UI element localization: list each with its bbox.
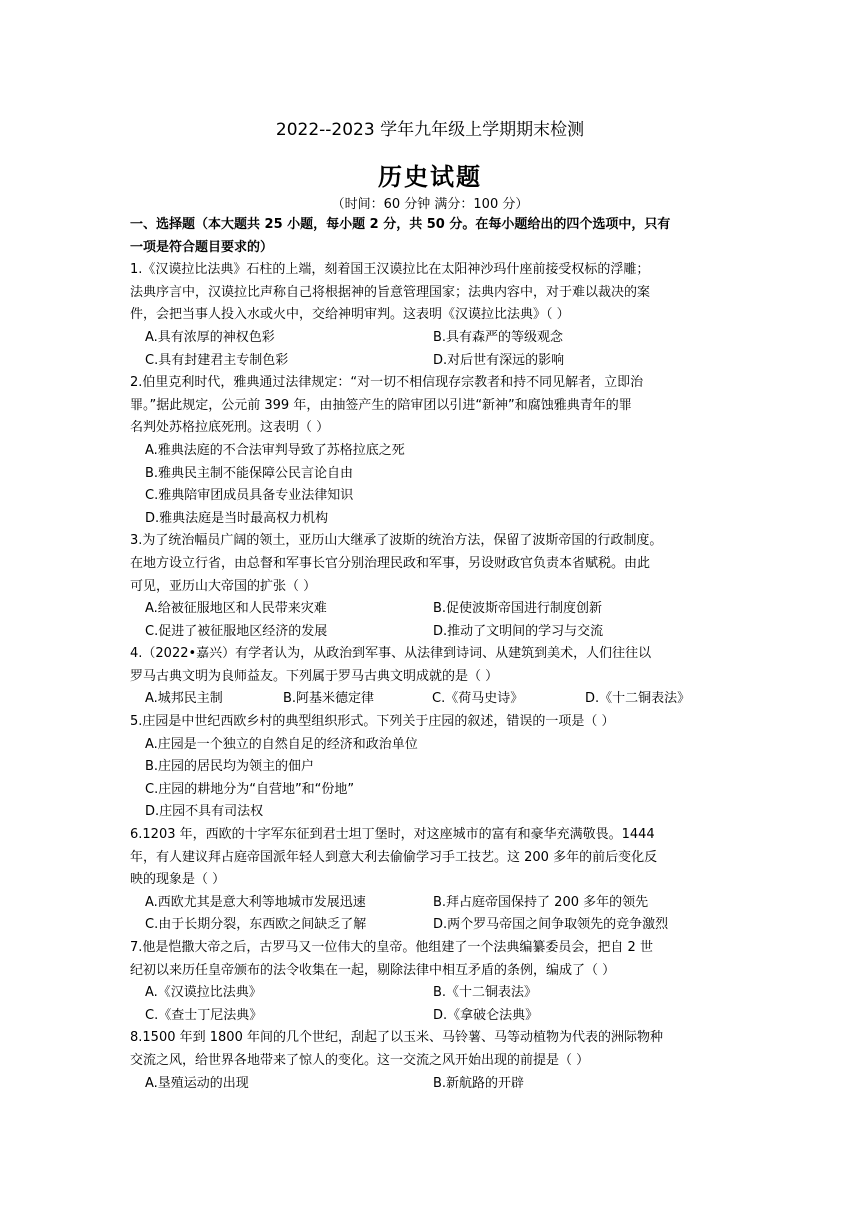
question-stem: 可见，亚历山大帝国的扩张（ ）	[130, 578, 317, 594]
question-content	[130, 214, 730, 1095]
section-heading-cont: 一项是符合题目要求的）	[130, 239, 274, 255]
question-stem: 法典序言中，汉谟拉比声称自己将根据神的旨意管理国家；法典内容中，对于难以裁决的案	[130, 284, 651, 300]
option-row	[130, 688, 730, 711]
option-b: B.新航路的开辟	[433, 1075, 525, 1091]
option-row	[130, 350, 730, 373]
option-b: B.雅典民主制不能保障公民言论自由	[145, 465, 354, 481]
question-stem: 罪。”据此规定，公元前 399 年，由抽签产生的陪审团以引进“新神”和腐蚀雅典青年的罪	[130, 397, 632, 413]
option-a: A.具有浓厚的神权色彩	[145, 329, 275, 345]
question-stem: 名判处苏格拉底死刑。这表明（ ）	[130, 420, 330, 436]
option-row	[130, 598, 730, 621]
option-row	[130, 1073, 730, 1096]
option-a: A.雅典法庭的不合法审判导致了苏格拉底之死	[145, 442, 405, 458]
question-2	[130, 372, 730, 530]
option-d: D.《拿破仑法典》	[433, 1007, 539, 1023]
option-b: B.《十二铜表法》	[433, 985, 538, 1001]
option-a: A.垦殖运动的出现	[145, 1075, 249, 1091]
question-stem: 件，会把当事人投入水或火中，交给神明审判。这表明《汉谟拉比法典》（ ）	[130, 307, 570, 323]
question-stem: 1.《汉谟拉比法典》石柱的上端，刻着国王汉谟拉比在太阳神沙玛什座前接受权标的浮雕；	[130, 262, 650, 278]
question-stem: 纪初以来历任皇帝颁布的法令收集在一起，剔除法律中相互矛盾的条例，编成了（ ）	[130, 962, 616, 978]
question-3	[130, 530, 730, 643]
question-8	[130, 1027, 730, 1095]
option-d: D.庄园不具有司法权	[145, 804, 264, 820]
option-a: A.西欧尤其是意大利等地城市发展迅速	[145, 894, 366, 910]
question-stem: 年，有人建议拜占庭帝国派年轻人到意大利去偷偷学习手工技艺。这 200 多年的前后变化反	[130, 849, 658, 865]
question-stem: 2.伯里克利时代，雅典通过法律规定：“对一切不相信现存宗教者和持不同见解者，立即治	[130, 375, 644, 391]
question-stem: 5.庄园是中世纪西欧乡村的典型组织形式。下列关于庄园的叙述，错误的一项是（ ）	[130, 714, 615, 730]
option-row	[130, 914, 730, 937]
option-b: B.促使波斯帝国进行制度创新	[433, 601, 603, 617]
option-c: C.由于长期分裂，东西欧之间缺乏了解	[145, 917, 367, 933]
option-a: A.给被征服地区和人民带来灾难	[145, 601, 327, 617]
question-5	[130, 711, 730, 824]
option-c: C.《荷马史诗》	[432, 691, 524, 707]
option-b: B.拜占庭帝国保持了 200 多年的领先	[433, 894, 649, 910]
option-d: D.对后世有深远的影响	[433, 352, 565, 368]
option-a: A.《汉谟拉比法典》	[145, 985, 262, 1001]
question-stem: 6.1203 年，西欧的十字军东征到君士坦丁堡时，对这座城市的富有和豪华充满敬畏。1444	[130, 827, 655, 843]
question-stem: 8.1500 年到 1800 年间的几个世纪，刮起了以玉米、马铃薯、马等动植物为代表的洲际物种	[130, 1030, 663, 1046]
question-4	[130, 643, 730, 711]
subject-title: 历史试题	[378, 163, 482, 191]
option-row	[130, 1005, 730, 1028]
option-c: C.雅典陪审团成员具备专业法律知识	[145, 488, 354, 504]
option-d: D.雅典法庭是当时最高权力机构	[145, 510, 329, 526]
option-c: C.《查士丁尼法典》	[145, 1007, 263, 1023]
question-stem: 交流之风，给世界各地带来了惊人的变化。这一交流之风开始出现的前提是（ ）	[130, 1052, 590, 1068]
question-stem: 映的现象是（ ）	[130, 872, 226, 888]
option-row	[130, 982, 730, 1005]
option-c: C.促进了被征服地区经济的发展	[145, 623, 328, 639]
exam-title: 2022--2023 学年九年级上学期期末检测	[275, 120, 585, 140]
section-heading: 一、选择题（本大题共 25 小题，每小题 2 分，共 50 分。在每小题给出的四个选项中，只有	[130, 217, 671, 232]
option-d: D.《十二铜表法》	[585, 691, 691, 707]
option-b: B.具有森严的等级观念	[433, 329, 564, 345]
option-row	[130, 892, 730, 915]
option-d: D.两个罗马帝国之间争取领先的竞争激烈	[433, 917, 669, 933]
option-a: A.城邦民主制	[145, 691, 223, 707]
question-stem: 4.（2022•嘉兴）有学者认为，从政治到军事、从法律到诗词、从建筑到美术，人们往往以	[130, 646, 652, 662]
question-6	[130, 824, 730, 937]
question-1	[130, 259, 730, 372]
question-stem: 7.他是恺撒大帝之后，古罗马又一位伟大的皇帝。他组建了一个法典编纂委员会，把自 2 世	[130, 940, 653, 955]
option-row	[130, 621, 730, 644]
exam-time-score: （时间：60 分钟 满分：100 分）	[331, 197, 529, 212]
option-row	[130, 327, 730, 350]
option-b: B.庄园的居民均为领主的佃户	[145, 759, 315, 775]
option-c: C.庄园的耕地分为“自营地”和“份地”	[145, 781, 355, 797]
question-stem: 3.为了统治幅员广阔的领土，亚历山大继承了波斯的统治方法，保留了波斯帝国的行政制度。	[130, 533, 663, 549]
question-stem: 罗马古典文明为良师益友。下列属于罗马古典文明成就的是（ ）	[130, 668, 499, 684]
question-7	[130, 937, 730, 1027]
question-stem: 在地方设立行省，由总督和军事长官分别治理民政和军事，另设财政官负责本省赋税。由此	[130, 555, 651, 571]
option-a: A.庄园是一个独立的自然自足的经济和政治单位	[145, 736, 418, 752]
option-d: D.推动了文明间的学习与交流	[433, 623, 604, 639]
option-b: B.阿基米德定律	[283, 691, 375, 707]
option-c: C.具有封建君主专制色彩	[145, 352, 289, 368]
